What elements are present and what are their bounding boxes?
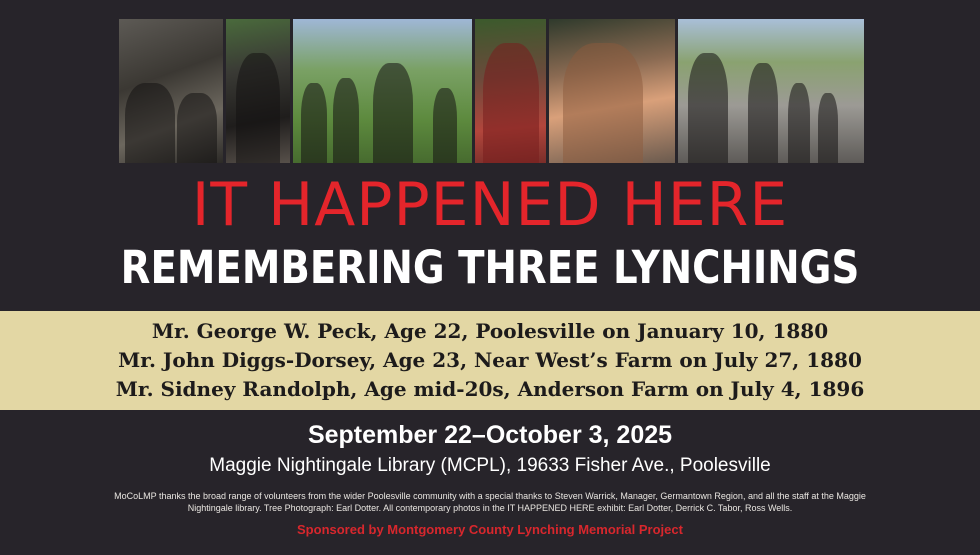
- photo-speaker-outdoors: [293, 19, 472, 163]
- photo-strip: [119, 19, 871, 163]
- photo-woman-in-hat: [549, 19, 675, 163]
- event-dates: September 22–October 3, 2025: [307, 421, 673, 449]
- event-venue: Maggie Nightingale Library (MCPL), 19633 Fisher Ave., Poolesville: [209, 455, 771, 476]
- sponsor-line: Sponsored by Montgomery County Lynching Memorial Project: [297, 522, 683, 537]
- credits-text: MoCoLMP thanks the broad range of volunteers from the wider Poolesville community with a special thanks to Steven Warrick, Manager, Germantown Region, and all the staff at the Maggie Nightingale library. Tree Photograph: Earl Dotter. All contemporary photos in the IT HAPPENED HERE exhibit: Earl Dotter, Derrick C. Tabor, Ross Wells.: [114, 491, 866, 513]
- main-title: IT HAPPENED HERE: [191, 170, 789, 240]
- victim-line: Mr. Sidney Randolph, Age mid-20s, Anderson Farm on July 4, 1896: [115, 377, 865, 401]
- subtitle: REMEMBERING THREE LYNCHINGS: [120, 241, 860, 294]
- photo-person-holding-jar: [226, 19, 290, 163]
- victims-band: [0, 311, 980, 410]
- victim-line: Mr. George W. Peck, Age 22, Poolesville on January 10, 1880: [151, 319, 829, 343]
- victim-line: Mr. John Diggs-Dorsey, Age 23, Near West’s Farm on July 27, 1880: [118, 348, 862, 372]
- photo-audience-seated: [119, 19, 223, 163]
- photo-woman-speaking: [475, 19, 546, 163]
- photo-procession-with-drum: [678, 19, 864, 163]
